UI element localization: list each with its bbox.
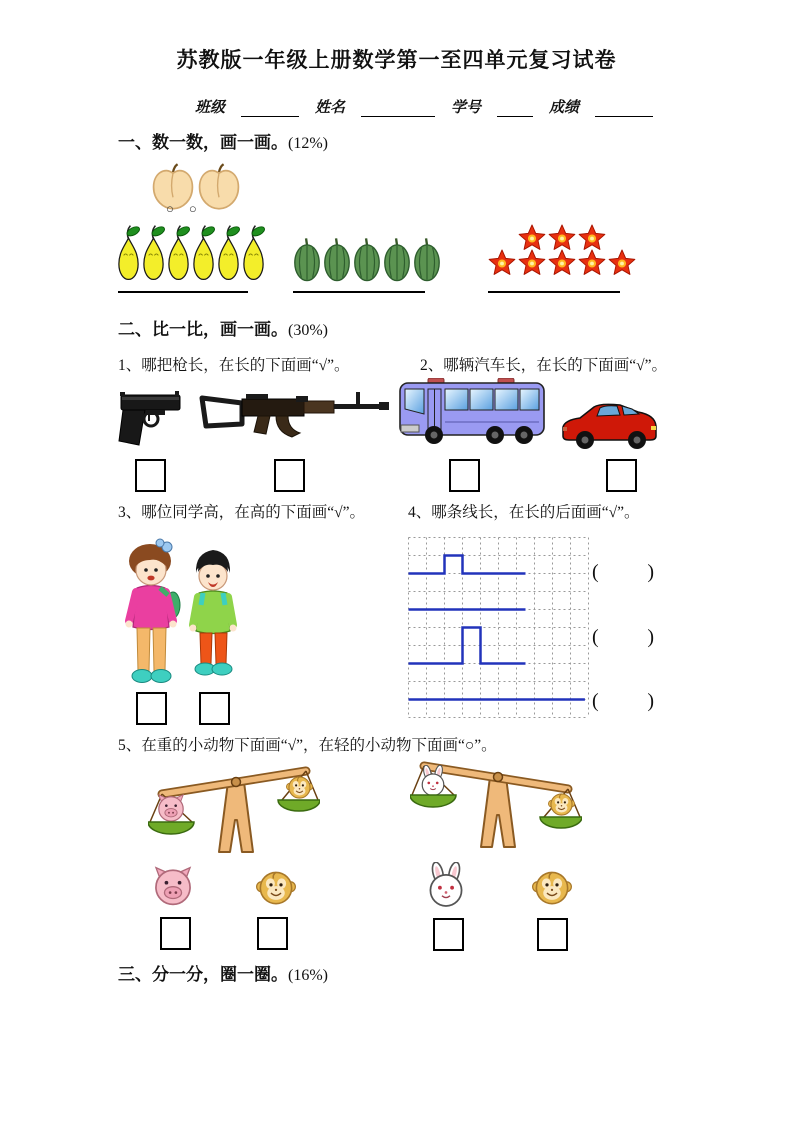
answer-parens-line4[interactable]: ( ) (592, 690, 654, 712)
example-circle: ○ (166, 201, 174, 216)
question1-text: 1、哪把枪长，在长的下面画“√”。 (118, 357, 350, 374)
flower-icon (577, 249, 607, 278)
flower-icon (517, 249, 547, 278)
answer-parens-line1[interactable]: ( ) (592, 561, 654, 583)
pumpkin-icon (292, 235, 322, 283)
flowers-group (487, 224, 637, 278)
balance-scale-rabbit-monkey (410, 753, 582, 855)
header-fields (195, 96, 653, 117)
pears-group (116, 222, 266, 283)
answer-box-bus[interactable] (449, 459, 480, 492)
answer-box-girl[interactable] (136, 692, 167, 725)
answer-box-monkey-1[interactable] (257, 917, 288, 950)
pumpkin-icon (352, 235, 382, 283)
pumpkins-group (292, 235, 442, 283)
answer-box-boy[interactable] (199, 692, 230, 725)
flowers-row-2 (487, 249, 637, 278)
answer-box-rifle[interactable] (274, 459, 305, 492)
question2-text: 2、哪辆汽车长，在长的下面画“√”。 (420, 357, 668, 374)
section2-heading: 二、比一比，画一画。(30%) (118, 320, 328, 339)
line-length-grid (408, 537, 590, 719)
answer-line-pumpkins[interactable] (293, 291, 425, 293)
student-no-blank-line[interactable] (497, 100, 533, 117)
student-no-label: 学号 (451, 100, 482, 116)
bus-image (398, 378, 548, 452)
pear-icon (166, 222, 191, 283)
pear-icon (141, 222, 166, 283)
example-circles (166, 201, 197, 217)
answer-box-pistol[interactable] (135, 459, 166, 492)
pear-icon (216, 222, 241, 283)
pistol-image (118, 388, 184, 448)
example-circle: ○ (188, 201, 197, 216)
section1-heading: 一、数一数，画一画。(12%) (118, 133, 328, 152)
section3-score: (16%) (288, 967, 328, 984)
rifle-image (196, 382, 391, 444)
peach-icon (196, 163, 242, 211)
flower-icon (547, 249, 577, 278)
answer-parens-line3[interactable]: ( ) (592, 626, 654, 648)
pumpkin-icon (412, 235, 442, 283)
pear-icon (191, 222, 216, 283)
pumpkin-icon (382, 235, 412, 283)
answer-box-rabbit[interactable] (433, 918, 464, 951)
monkey-on-pan-icon (548, 794, 574, 815)
answer-box-pig[interactable] (160, 917, 191, 950)
car-image (560, 396, 660, 452)
class-label: 班级 (195, 100, 226, 116)
children-image (110, 533, 258, 695)
pig-on-pan-icon (159, 795, 183, 821)
answer-box-car[interactable] (606, 459, 637, 492)
name-blank-line[interactable] (361, 100, 435, 117)
monkey-on-pan-icon (286, 777, 312, 798)
answer-box-monkey-2[interactable] (537, 918, 568, 951)
section2-score: (30%) (288, 322, 328, 339)
pig-face-icon (152, 865, 194, 907)
flower-icon (487, 249, 517, 278)
class-blank-line[interactable] (241, 100, 299, 117)
pear-icon (116, 222, 141, 283)
name-label: 姓名 (315, 100, 346, 116)
monkey-face-icon (256, 868, 296, 908)
pear-icon (241, 222, 266, 283)
rabbit-face-icon (424, 862, 468, 908)
monkey-face-icon (532, 868, 572, 908)
section3-heading: 三、分一分，圈一圈。(16%) (118, 965, 328, 984)
pumpkin-icon (322, 235, 352, 283)
score-blank-line[interactable] (595, 100, 653, 117)
question4-text: 4、哪条线长，在长的后面画“√”。 (408, 504, 640, 521)
balance-scale-pig-monkey (148, 758, 320, 860)
score-label: 成绩 (549, 100, 580, 116)
flower-icon (607, 249, 637, 278)
page-title: 苏教版一年级上册数学第一至四单元复习试卷 (176, 49, 617, 72)
question5-text: 5、在重的小动物下面画“√”，在轻的小动物下面画“○”。 (118, 737, 497, 754)
question3-text: 3、哪位同学高，在高的下面画“√”。 (118, 504, 366, 521)
section1-score: (12%) (288, 135, 328, 152)
answer-line-pears[interactable] (118, 291, 248, 293)
answer-line-flowers[interactable] (488, 291, 620, 293)
